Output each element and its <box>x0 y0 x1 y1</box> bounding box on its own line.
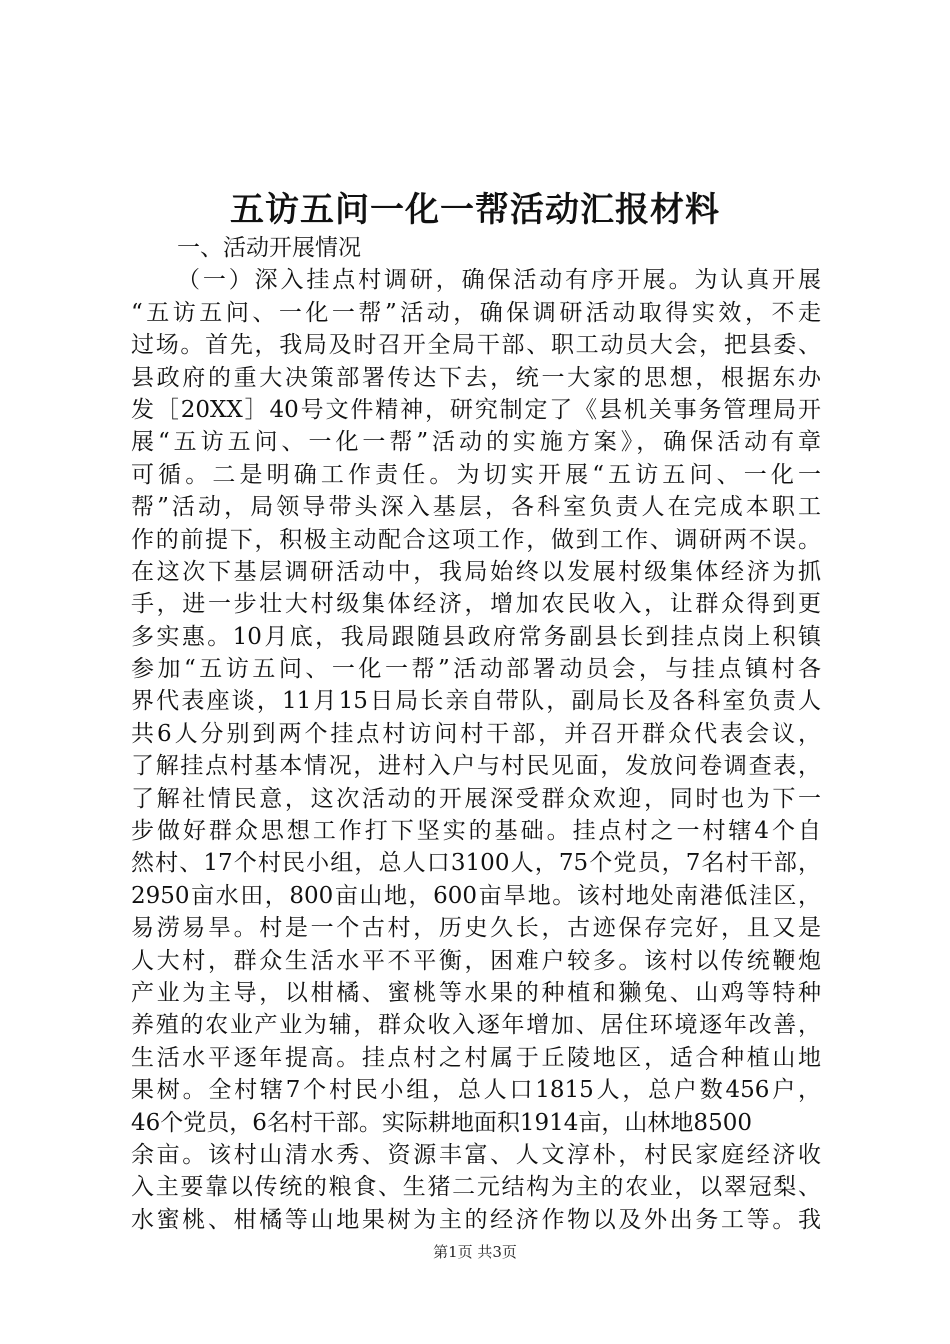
paragraph-line: 手，进一步壮大村级集体经济，增加农民收入，让群众得到更 <box>131 591 821 618</box>
paragraph-line: 余亩。该村山清水秀、资源丰富、人文淳朴，村民家庭经济收 <box>131 1141 821 1168</box>
paragraph-line: 生活水平逐年提高。挂点村之村属于丘陵地区，适合种植山地 <box>131 1044 821 1071</box>
paragraph-line: 共6人分别到两个挂点村访问村干部，并召开群众代表会议， <box>131 720 821 747</box>
page-number-footer: 第1页 共3页 <box>433 1243 517 1261</box>
paragraph-line: 易涝易旱。村是一个古村，历史久长，古迹保存完好，且又是 <box>131 915 821 942</box>
paragraph-line: 了解社情民意，这次活动的开展深受群众欢迎，同时也为下一 <box>131 785 821 812</box>
paragraph-line: 发［20XX］40号文件精神，研究制定了《县机关事务管理局开 <box>131 396 821 423</box>
section-heading: 一、活动开展情况 <box>177 235 361 261</box>
paragraph-line: 养殖的农业产业为辅，群众收入逐年增加、居住环境逐年改善， <box>131 1012 821 1039</box>
document-body <box>131 232 821 1236</box>
paragraph-line: 46个党员，6名村干部。实际耕地面积1914亩，山林地8500 <box>131 1109 752 1136</box>
paragraph-line: 水蜜桃、柑橘等山地果树为主的经济作物以及外出务工等。我 <box>131 1206 821 1233</box>
paragraph-line: “五访五问、一化一帮”活动，确保调研活动取得实效，不走 <box>131 299 821 326</box>
paragraph-line: 入主要靠以传统的粮食、生猪二元结构为主的农业，以翠冠梨、 <box>131 1174 821 1201</box>
paragraph-line: 果树。全村辖7个村民小组，总人口1815人，总户数456户， <box>131 1077 821 1104</box>
paragraph-line: 可循。二是明确工作责任。为切实开展“五访五问、一化一 <box>131 461 821 488</box>
paragraph-line: 人大村，群众生活水平不平衡，困难户较多。该村以传统鞭炮 <box>131 947 821 974</box>
paragraph-line: 县政府的重大决策部署传达下去，统一大家的思想，根据东办 <box>131 364 821 391</box>
document-title: 五访五问一化一帮活动汇报材料 <box>230 190 720 230</box>
paragraph-line: 展“五访五问、一化一帮”活动的实施方案》，确保活动有章 <box>131 429 821 456</box>
paragraph-line: （一）深入挂点村调研，确保活动有序开展。为认真开展 <box>177 267 821 294</box>
paragraph-line: 参加“五访五问、一化一帮”活动部署动员会，与挂点镇村各 <box>131 656 821 683</box>
paragraph-line: 界代表座谈，11月15日局长亲自带队，副局长及各科室负责人 <box>131 688 821 715</box>
paragraph-line: 产业为主导，以柑橘、蜜桃等水果的种植和獭兔、山鸡等特种 <box>131 979 821 1006</box>
paragraph-line: 作的前提下，积极主动配合这项工作，做到工作、调研两不误。 <box>131 526 821 553</box>
paragraph-line: 过场。首先，我局及时召开全局干部、职工动员大会，把县委、 <box>131 332 821 359</box>
paragraph-line: 在这次下基层调研活动中，我局始终以发展村级集体经济为抓 <box>131 558 821 585</box>
paragraph-line: 了解挂点村基本情况，进村入户与村民见面，发放问卷调查表， <box>131 753 821 780</box>
paragraph-line: 多实惠。10月底，我局跟随县政府常务副县长到挂点岗上积镇 <box>131 623 821 650</box>
paragraph-line: 帮”活动，局领导带头深入基层，各科室负责人在完成本职工 <box>131 494 821 521</box>
paragraph-line: 然村、17个村民小组，总人口3100人，75个党员，7名村干部， <box>131 850 821 877</box>
paragraph-line: 步做好群众思想工作打下坚实的基础。挂点村之一村辖4个自 <box>131 818 821 845</box>
paragraph-line: 2950亩水田，800亩山地，600亩旱地。该村地处南港低洼区， <box>131 882 821 909</box>
